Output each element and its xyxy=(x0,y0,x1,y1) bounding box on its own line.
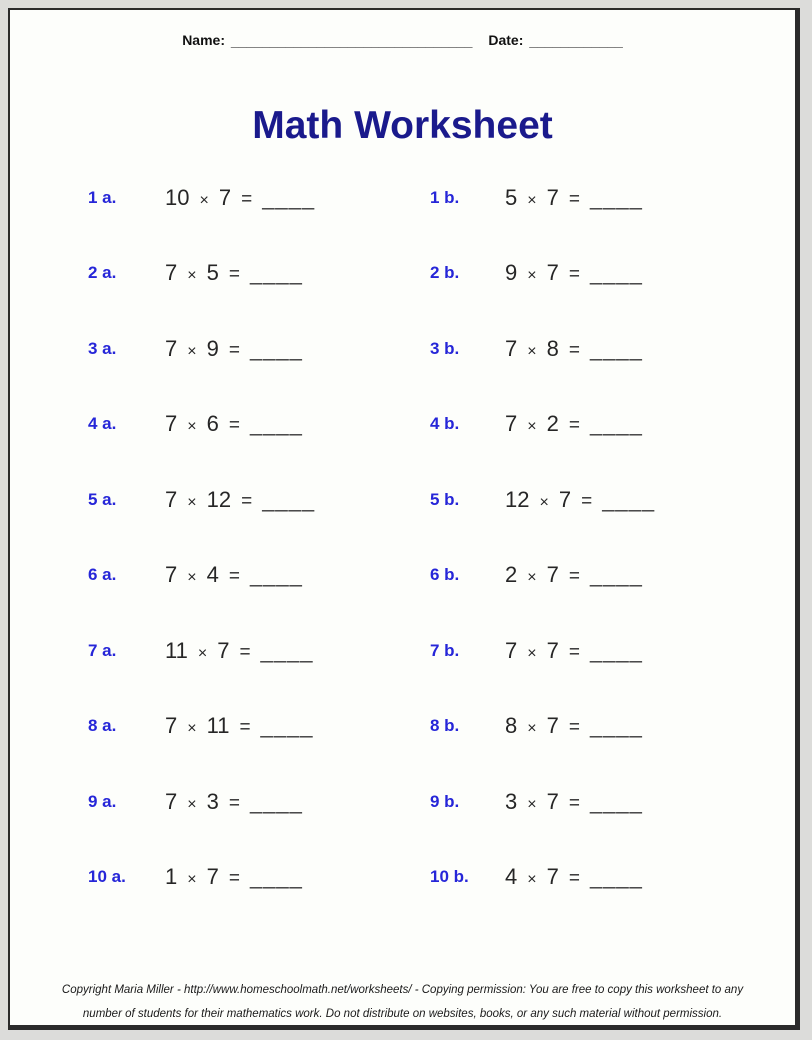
factor-2: 7 xyxy=(217,637,230,663)
answer-blank: ____ xyxy=(249,260,303,286)
times-icon: × xyxy=(187,267,197,285)
factor-2: 7 xyxy=(546,562,559,588)
problem-expression xyxy=(505,713,787,739)
times-icon: × xyxy=(527,191,537,209)
worksheet-title: Math Worksheet xyxy=(252,104,553,147)
factor-1: 2 xyxy=(505,562,518,588)
problem-label: 7 a. xyxy=(88,640,117,660)
answer-blank: ____ xyxy=(260,713,314,739)
times-icon: × xyxy=(527,795,537,813)
footer-line-1: Copyright Maria Miller - http://www.homeschoolmath.net/worksheets/ - Copying permission: You are free to copy this worksheet to any xyxy=(61,984,744,996)
problem-label: 9 a. xyxy=(88,791,117,811)
factor-2: 7 xyxy=(218,184,232,210)
answer-blank: ____ xyxy=(589,864,643,890)
problem-expression xyxy=(505,260,787,286)
equals-sign: = xyxy=(228,566,240,588)
problem-label: 1 a. xyxy=(88,187,117,207)
answer-blank: ____ xyxy=(589,713,643,739)
answer-blank: ____ xyxy=(589,562,643,588)
problem-expression xyxy=(165,864,430,890)
problem-expression xyxy=(505,336,787,362)
problem-expression xyxy=(505,411,787,437)
factor-1: 4 xyxy=(505,864,518,890)
times-icon: × xyxy=(187,342,197,360)
times-icon: × xyxy=(199,191,209,209)
answer-blank: ____ xyxy=(589,335,643,361)
answer-blank: ____ xyxy=(249,335,303,361)
answer-blank: ____ xyxy=(249,864,303,890)
factor-2: 12 xyxy=(206,486,232,512)
factor-2: 7 xyxy=(546,184,559,210)
times-icon: × xyxy=(527,720,537,738)
problem-expression xyxy=(505,638,787,664)
problem-expression xyxy=(505,185,787,211)
factor-1: 7 xyxy=(505,637,518,663)
times-icon: × xyxy=(527,569,537,587)
factor-1: 7 xyxy=(165,713,178,739)
problem-label: 1 b. xyxy=(430,187,460,207)
factor-1: 7 xyxy=(165,486,178,512)
problem-label: 8 a. xyxy=(88,716,117,736)
factor-2: 8 xyxy=(546,335,559,361)
date-label: Date: xyxy=(488,32,524,48)
factor-1: 1 xyxy=(165,864,178,890)
problem-expression xyxy=(505,864,787,890)
problem-label: 6 a. xyxy=(88,565,117,585)
name-line: _______________________________ xyxy=(230,32,473,48)
factor-2: 4 xyxy=(206,562,219,588)
problem-label: 4 b. xyxy=(430,414,460,434)
problem-label: 4 a. xyxy=(88,414,117,434)
equals-sign: = xyxy=(241,490,253,512)
problem-expression xyxy=(165,487,430,513)
times-icon: × xyxy=(187,720,197,738)
problem-label: 3 a. xyxy=(88,338,117,358)
equals-sign: = xyxy=(568,415,580,437)
date-field-group xyxy=(488,32,622,48)
problem-expression xyxy=(165,562,430,588)
equals-sign: = xyxy=(228,792,240,814)
problems-grid xyxy=(88,160,787,915)
answer-blank: ____ xyxy=(262,184,316,210)
problem-expression xyxy=(165,638,430,664)
factor-1: 5 xyxy=(505,184,518,210)
factor-2: 7 xyxy=(546,864,559,890)
equals-sign: = xyxy=(581,490,593,512)
answer-blank: ____ xyxy=(260,637,314,663)
factor-1: 7 xyxy=(165,335,178,361)
answer-blank: ____ xyxy=(249,562,303,588)
problem-label: 2 a. xyxy=(88,263,117,283)
times-icon: × xyxy=(527,267,537,285)
times-icon: × xyxy=(187,418,197,436)
factor-2: 3 xyxy=(206,788,219,814)
equals-sign: = xyxy=(568,264,580,286)
factor-1: 9 xyxy=(505,260,518,286)
factor-2: 5 xyxy=(206,260,219,286)
problem-label: 7 b. xyxy=(430,640,460,660)
factor-1: 7 xyxy=(165,260,178,286)
factor-1: 7 xyxy=(165,411,178,437)
times-icon: × xyxy=(187,871,197,889)
factor-2: 2 xyxy=(546,411,559,437)
footer-line-2: number of students for their mathematics work. Do not distribute on websites, books, or any such material without permission. xyxy=(82,1008,723,1020)
times-icon: × xyxy=(187,569,197,587)
equals-sign: = xyxy=(228,868,240,890)
answer-blank: ____ xyxy=(249,411,303,437)
worksheet-page xyxy=(8,8,800,1030)
problem-expression xyxy=(165,185,430,211)
answer-blank: ____ xyxy=(589,637,643,663)
problem-label: 5 a. xyxy=(88,489,117,509)
equals-sign: = xyxy=(228,415,240,437)
answer-blank: ____ xyxy=(589,260,643,286)
factor-1: 3 xyxy=(505,788,518,814)
problem-expression xyxy=(505,789,787,815)
problem-expression xyxy=(165,260,430,286)
factor-2: 7 xyxy=(546,788,559,814)
equals-sign: = xyxy=(568,566,580,588)
equals-sign: = xyxy=(568,717,580,739)
equals-sign: = xyxy=(241,188,253,210)
equals-sign: = xyxy=(239,641,251,663)
factor-2: 9 xyxy=(206,335,219,361)
answer-blank: ____ xyxy=(589,411,643,437)
problem-expression xyxy=(505,487,787,513)
problem-expression xyxy=(165,336,430,362)
problem-label: 10 b. xyxy=(430,867,469,887)
times-icon: × xyxy=(197,644,208,662)
answer-blank: ____ xyxy=(589,184,643,210)
factor-2: 7 xyxy=(206,864,219,890)
equals-sign: = xyxy=(228,264,240,286)
factor-2: 11 xyxy=(206,713,230,739)
problem-label: 10 a. xyxy=(88,867,126,887)
factor-2: 7 xyxy=(558,486,572,512)
problem-label: 8 b. xyxy=(430,716,460,736)
equals-sign: = xyxy=(568,339,580,361)
answer-blank: ____ xyxy=(589,788,643,814)
times-icon: × xyxy=(187,493,197,511)
header xyxy=(10,32,795,48)
factor-1: 11 xyxy=(165,637,188,663)
equals-sign: = xyxy=(568,641,580,663)
problem-label: 2 b. xyxy=(430,263,460,283)
problem-expression xyxy=(505,562,787,588)
problem-label: 5 b. xyxy=(430,489,460,509)
factor-2: 7 xyxy=(546,637,559,663)
factor-1: 7 xyxy=(165,562,178,588)
factor-1: 12 xyxy=(505,486,530,512)
equals-sign: = xyxy=(568,868,580,890)
times-icon: × xyxy=(527,418,537,436)
factor-1: 10 xyxy=(165,184,190,210)
factor-1: 7 xyxy=(505,335,518,361)
factor-1: 7 xyxy=(505,411,518,437)
times-icon: × xyxy=(539,493,549,511)
factor-2: 6 xyxy=(206,411,219,437)
times-icon: × xyxy=(527,871,537,889)
equals-sign: = xyxy=(228,339,240,361)
equals-sign: = xyxy=(568,792,580,814)
problem-expression xyxy=(165,411,430,437)
factor-2: 7 xyxy=(546,260,559,286)
problem-expression xyxy=(165,789,430,815)
footer-copyright xyxy=(10,978,795,1026)
problem-label: 6 b. xyxy=(430,565,460,585)
problem-label: 3 b. xyxy=(430,338,460,358)
times-icon: × xyxy=(187,795,197,813)
name-field-group xyxy=(182,32,472,48)
equals-sign: = xyxy=(239,717,251,739)
problem-label: 9 b. xyxy=(430,791,460,811)
equals-sign: = xyxy=(568,188,580,210)
date-line: ____________ xyxy=(529,32,623,48)
factor-1: 8 xyxy=(505,713,518,739)
answer-blank: ____ xyxy=(262,486,316,512)
answer-blank: ____ xyxy=(249,788,303,814)
factor-2: 7 xyxy=(546,713,559,739)
times-icon: × xyxy=(527,342,537,360)
problem-expression xyxy=(165,713,430,739)
answer-blank: ____ xyxy=(602,486,656,512)
factor-1: 7 xyxy=(165,788,178,814)
times-icon: × xyxy=(527,644,537,662)
name-label: Name: xyxy=(182,32,225,48)
